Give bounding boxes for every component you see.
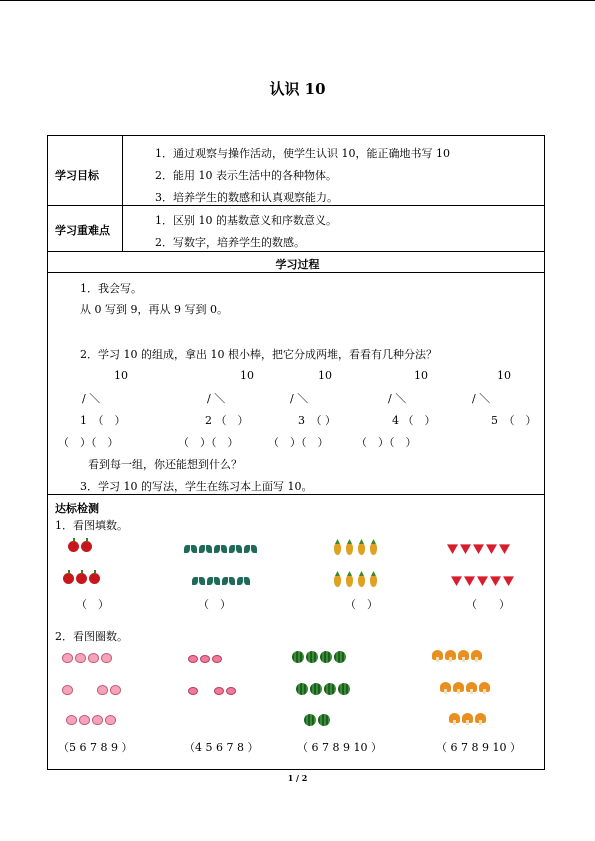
- row-divider: [47, 494, 545, 495]
- split-mark: / ＼: [290, 392, 309, 405]
- peach-icon: [110, 685, 121, 695]
- page-title: 认识 10: [269, 80, 326, 98]
- column-divider: [122, 135, 123, 251]
- row-divider: [47, 251, 545, 252]
- choice-options[interactable]: （ 6 7 8 9 10 ）: [297, 741, 382, 754]
- mushroom-icon: [445, 650, 456, 660]
- watermelon-icon: [334, 651, 346, 663]
- split-answer: 4 （ ）: [392, 414, 436, 427]
- mushroom-group: [440, 682, 490, 692]
- choice-options[interactable]: （ 6 7 8 9 10 ）: [436, 741, 521, 754]
- question-2: 2．看图圈数。: [55, 630, 128, 643]
- tens-number: 10: [114, 369, 128, 382]
- butterfly-group: [192, 577, 250, 585]
- mushroom-group: [432, 650, 482, 660]
- split-answer-pair: （ ）（ ）: [356, 436, 417, 449]
- strawberry-icon: [503, 574, 514, 586]
- watermelon-icon: [296, 683, 308, 695]
- goal-item: 2．能用 10 表示生活中的各种物体。: [155, 169, 337, 182]
- flower-icon: [188, 655, 198, 663]
- pineapple-icon: [334, 543, 341, 555]
- apple-icon: [63, 573, 74, 584]
- goal-item: 3．培养学生的数感和认真观察能力。: [155, 191, 338, 204]
- peach-icon: [101, 653, 112, 663]
- watermelon-icon: [320, 651, 332, 663]
- split-mark: / ＼: [472, 392, 491, 405]
- process-header: 学习过程: [275, 258, 320, 271]
- butterfly-group: [184, 545, 257, 553]
- mushroom-icon: [432, 650, 443, 660]
- apple-icon: [76, 573, 87, 584]
- think-prompt: 看到每一组，你还能想到什么？: [88, 458, 242, 471]
- peach-icon: [105, 715, 116, 725]
- peach-icon: [62, 685, 73, 695]
- peach-group: [66, 715, 116, 725]
- split-answer-pair: （ ）（ ）: [178, 436, 239, 449]
- strawberry-icon: [490, 574, 501, 586]
- watermelon-group: [304, 714, 330, 726]
- peach-icon: [92, 715, 103, 725]
- butterfly-icon: [244, 545, 257, 553]
- peach-group: [62, 685, 121, 695]
- flower-icon: [226, 687, 236, 695]
- peach-icon: [75, 653, 86, 663]
- strawberry-group: [447, 542, 510, 554]
- watermelon-icon: [306, 651, 318, 663]
- flower-group: [188, 655, 222, 663]
- split-answer: 5 （ ）: [491, 414, 537, 427]
- apple-icon: [89, 573, 100, 584]
- strawberry-icon: [464, 574, 475, 586]
- page-number: 1 / 2: [287, 773, 308, 783]
- pineapple-icon: [358, 575, 365, 587]
- top-rule: [0, 0, 595, 1]
- butterfly-icon: [192, 577, 205, 585]
- key-points-label: 学习重难点: [55, 224, 110, 237]
- apple-icon: [68, 541, 79, 552]
- split-answer: 3 （ ）: [298, 414, 336, 427]
- mushroom-icon: [449, 713, 460, 723]
- goals-label: 学习目标: [55, 169, 99, 182]
- goal-item: 1．通过观察与操作活动，使学生认识 10，能正确地书写 10: [155, 147, 450, 160]
- pineapple-icon: [346, 575, 353, 587]
- watermelon-icon: [338, 683, 350, 695]
- watermelon-icon: [310, 683, 322, 695]
- step-1-detail: 从 0 写到 9，再从 9 写到 0。: [80, 303, 228, 316]
- pineapple-group: [334, 543, 380, 555]
- butterfly-icon: [207, 577, 220, 585]
- answer-blank[interactable]: （ ）: [76, 598, 109, 611]
- peach-icon: [88, 653, 99, 663]
- strawberry-icon: [477, 574, 488, 586]
- watermelon-icon: [324, 683, 336, 695]
- mushroom-icon: [466, 682, 477, 692]
- split-answer: 1 （ ）: [80, 414, 126, 427]
- mushroom-group: [449, 713, 486, 723]
- watermelon-icon: [304, 714, 316, 726]
- butterfly-icon: [237, 577, 250, 585]
- peach-icon: [79, 715, 90, 725]
- mushroom-icon: [471, 650, 482, 660]
- split-mark: / ＼: [388, 392, 407, 405]
- flower-icon: [188, 687, 198, 695]
- row-divider: [47, 272, 545, 273]
- key-point-item: 2．写数字，培养学生的数感。: [155, 236, 305, 249]
- answer-blank[interactable]: （ ）: [198, 598, 231, 611]
- split-answer: 2 （ ）: [205, 414, 249, 427]
- butterfly-icon: [184, 545, 197, 553]
- step-1: 1．我会写。: [80, 282, 142, 295]
- tens-number: 10: [497, 369, 511, 382]
- flower-group: [188, 687, 236, 695]
- tens-number: 10: [318, 369, 332, 382]
- butterfly-icon: [214, 545, 227, 553]
- mushroom-icon: [462, 713, 473, 723]
- strawberry-icon: [447, 542, 458, 554]
- mushroom-icon: [479, 682, 490, 692]
- mushroom-icon: [458, 650, 469, 660]
- flower-icon: [200, 655, 210, 663]
- split-mark: / ＼: [207, 392, 226, 405]
- question-1: 1．看图填数。: [55, 519, 128, 532]
- tens-number: 10: [414, 369, 428, 382]
- peach-icon: [66, 715, 77, 725]
- butterfly-icon: [222, 577, 235, 585]
- pineapple-icon: [346, 543, 353, 555]
- test-header: 达标检测: [55, 502, 99, 515]
- peach-icon: [62, 653, 73, 663]
- split-answer-pair: （ ）（ ）: [58, 436, 119, 449]
- apple-group: [68, 541, 92, 552]
- flower-icon: [212, 655, 222, 663]
- apple-icon: [81, 541, 92, 552]
- strawberry-icon: [451, 574, 462, 586]
- tens-number: 10: [240, 369, 254, 382]
- watermelon-icon: [318, 714, 330, 726]
- butterfly-icon: [199, 545, 212, 553]
- watermelon-icon: [292, 651, 304, 663]
- step-3: 3．学习 10 的写法，学生在练习本上面写 10。: [80, 480, 313, 493]
- mushroom-icon: [475, 713, 486, 723]
- peach-group: [62, 653, 112, 663]
- flower-icon: [214, 687, 224, 695]
- watermelon-group: [292, 651, 346, 663]
- strawberry-icon: [486, 542, 497, 554]
- strawberry-icon: [460, 542, 471, 554]
- butterfly-icon: [229, 545, 242, 553]
- split-mark: / ＼: [82, 392, 101, 405]
- strawberry-group: [451, 574, 514, 586]
- peach-icon: [97, 685, 108, 695]
- pineapple-icon: [370, 543, 377, 555]
- choice-options[interactable]: （4 5 6 7 8 ）: [184, 741, 259, 754]
- answer-blank[interactable]: （ ）: [345, 598, 378, 611]
- strawberry-icon: [473, 542, 484, 554]
- pineapple-icon: [334, 575, 341, 587]
- choice-options[interactable]: （5 6 7 8 9 ）: [58, 741, 133, 754]
- pineapple-group: [334, 575, 380, 587]
- mushroom-icon: [453, 682, 464, 692]
- watermelon-group: [296, 683, 350, 695]
- pineapple-icon: [370, 575, 377, 587]
- pineapple-icon: [358, 543, 365, 555]
- split-answer-pair: （ ）（ ）: [268, 436, 329, 449]
- step-2: 2．学习 10 的组成，拿出 10 根小棒，把它分成两堆，看看有几种分法？: [80, 348, 437, 361]
- strawberry-icon: [499, 542, 510, 554]
- mushroom-icon: [440, 682, 451, 692]
- answer-blank[interactable]: （ ）: [466, 598, 510, 611]
- key-point-item: 1．区别 10 的基数意义和序数意义。: [155, 214, 337, 227]
- apple-group: [63, 573, 100, 584]
